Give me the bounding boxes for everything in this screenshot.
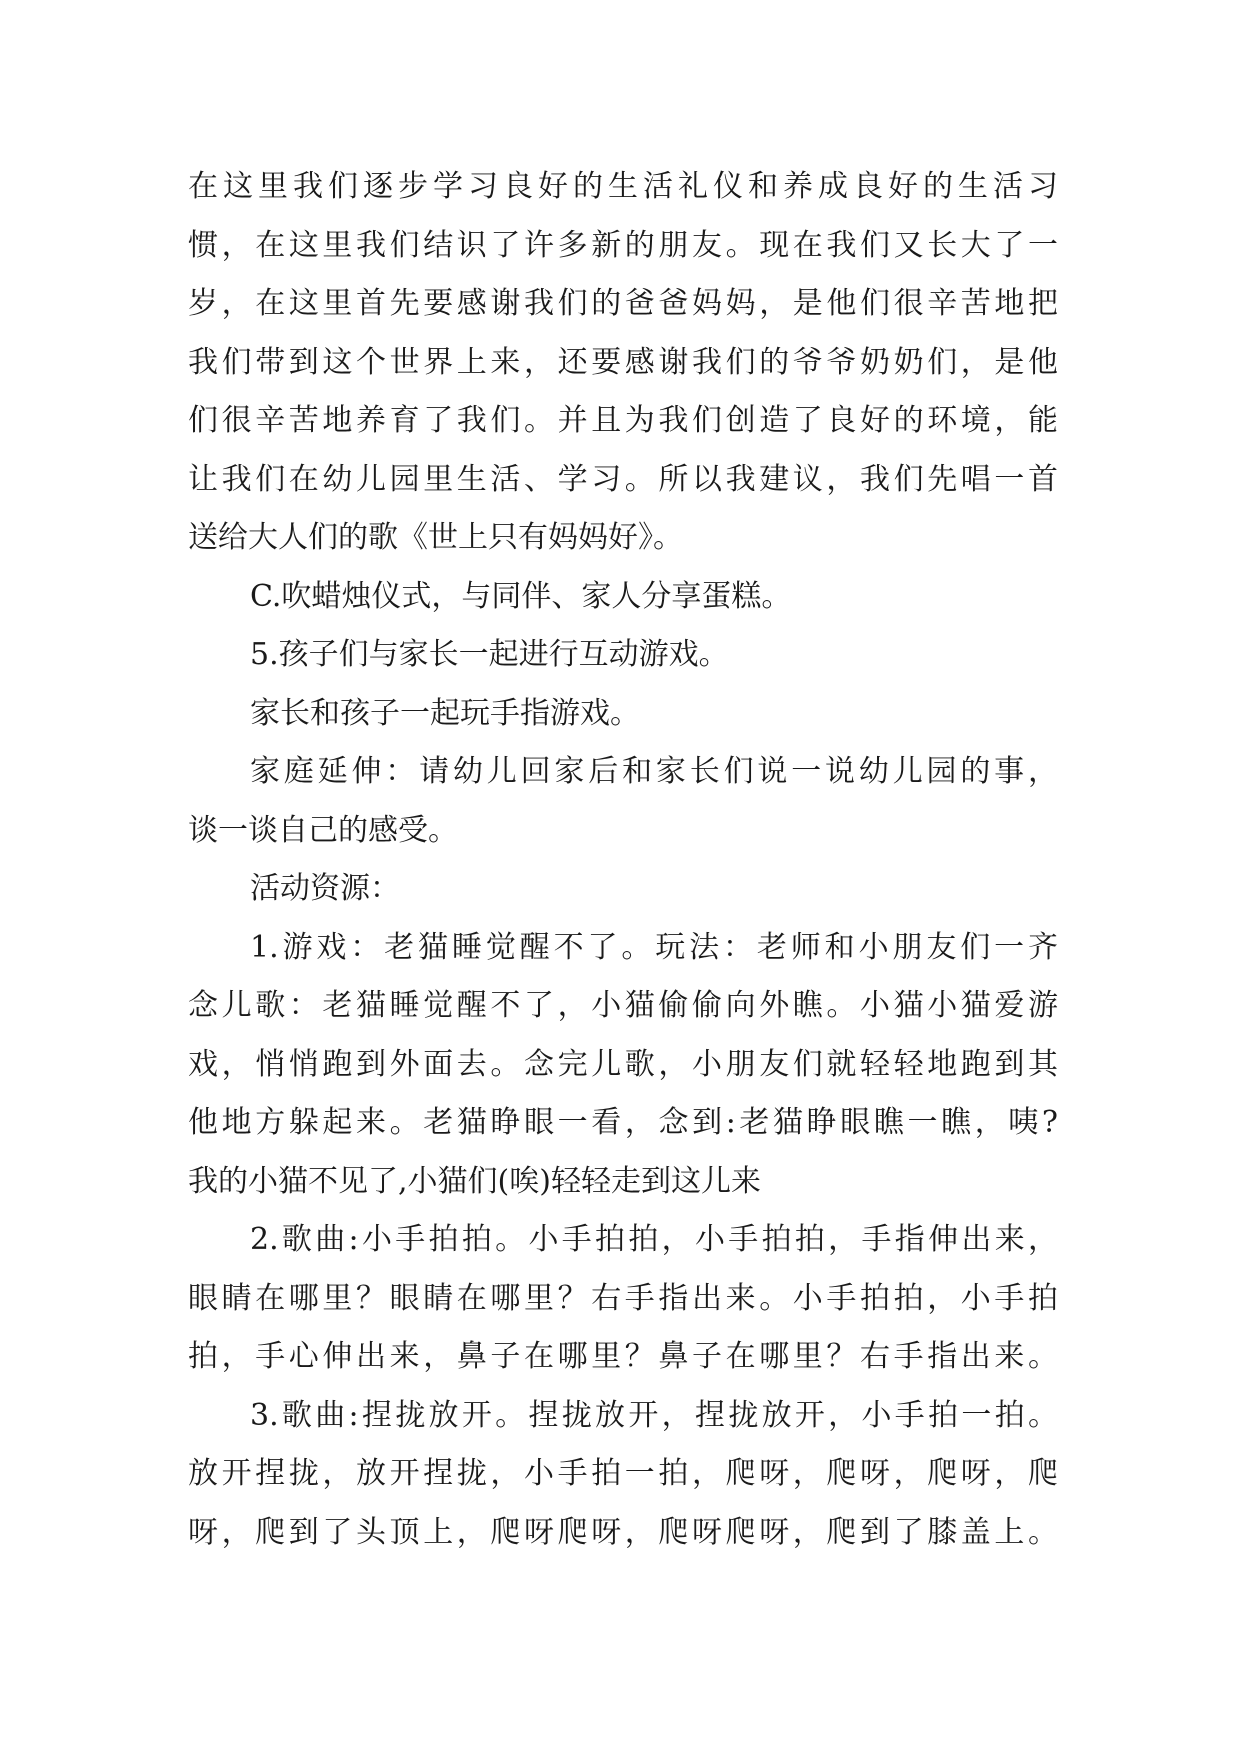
text-line: 家长和孩子一起玩手指游戏。: [250, 695, 640, 731]
text-line: 我们带到这个世界上来，还要感谢我们的爷爷奶奶们，是他: [188, 344, 1058, 380]
text-line: 在这里我们逐步学习良好的生活礼仪和养成良好的生活习: [188, 169, 1058, 204]
text-line: 家庭延伸：请幼儿回家后和家长们说一说幼儿园的事，: [250, 754, 1058, 789]
text-line: 们很辛苦地养育了我们。并且为我们创造了良好的环境，能: [188, 403, 1058, 438]
text-line: 他地方躲起来。老猫睁眼一看，念到:老猫睁眼瞧一瞧，咦?: [188, 1105, 1058, 1140]
text-line: 放开捏拢，放开捏拢，小手拍一拍，爬呀，爬呀，爬呀，爬: [188, 1456, 1058, 1491]
text-line: 3.歌曲:捏拢放开。捏拢放开，捏拢放开，小手拍一拍。: [250, 1397, 1058, 1433]
text-line: 惯，在这里我们结识了许多新的朋友。现在我们又长大了一: [188, 227, 1058, 263]
text-line: 眼睛在哪里？眼睛在哪里？右手指出来。小手拍拍，小手拍: [188, 1280, 1058, 1316]
text-line: C.吹蜡烛仪式，与同伴、家人分享蛋糕。: [250, 578, 792, 614]
text-line: 2.歌曲:小手拍拍。小手拍拍，小手拍拍，手指伸出来，: [250, 1222, 1058, 1257]
text-line: 拍，手心伸出来，鼻子在哪里？鼻子在哪里？右手指出来。: [188, 1339, 1058, 1374]
text-line: 我的小猫不见了,小猫们(唉)轻轻走到这儿来: [188, 1163, 761, 1199]
document-body: [188, 158, 1058, 1562]
text-line: 活动资源：: [250, 871, 400, 906]
text-line: 念儿歌：老猫睡觉醒不了，小猫偷偷向外瞧。小猫小猫爱游: [188, 988, 1058, 1023]
document-page: [188, 158, 1058, 1562]
text-line: 送给大人们的歌《世上只有妈妈好》。: [188, 520, 683, 555]
text-line: 谈一谈自己的感受。: [188, 812, 458, 848]
text-line: 岁，在这里首先要感谢我们的爸爸妈妈，是他们很辛苦地把: [188, 286, 1058, 321]
text-line: 1.游戏：老猫睡觉醒不了。玩法：老师和小朋友们一齐: [250, 929, 1058, 965]
text-line: 戏，悄悄跑到外面去。念完儿歌，小朋友们就轻轻地跑到其: [188, 1046, 1058, 1082]
text-line: 5.孩子们与家长一起进行互动游戏。: [250, 637, 729, 672]
text-line: 呀，爬到了头顶上，爬呀爬呀，爬呀爬呀，爬到了膝盖上。: [188, 1514, 1058, 1550]
text-line: 让我们在幼儿园里生活、学习。所以我建议，我们先唱一首: [188, 461, 1058, 497]
